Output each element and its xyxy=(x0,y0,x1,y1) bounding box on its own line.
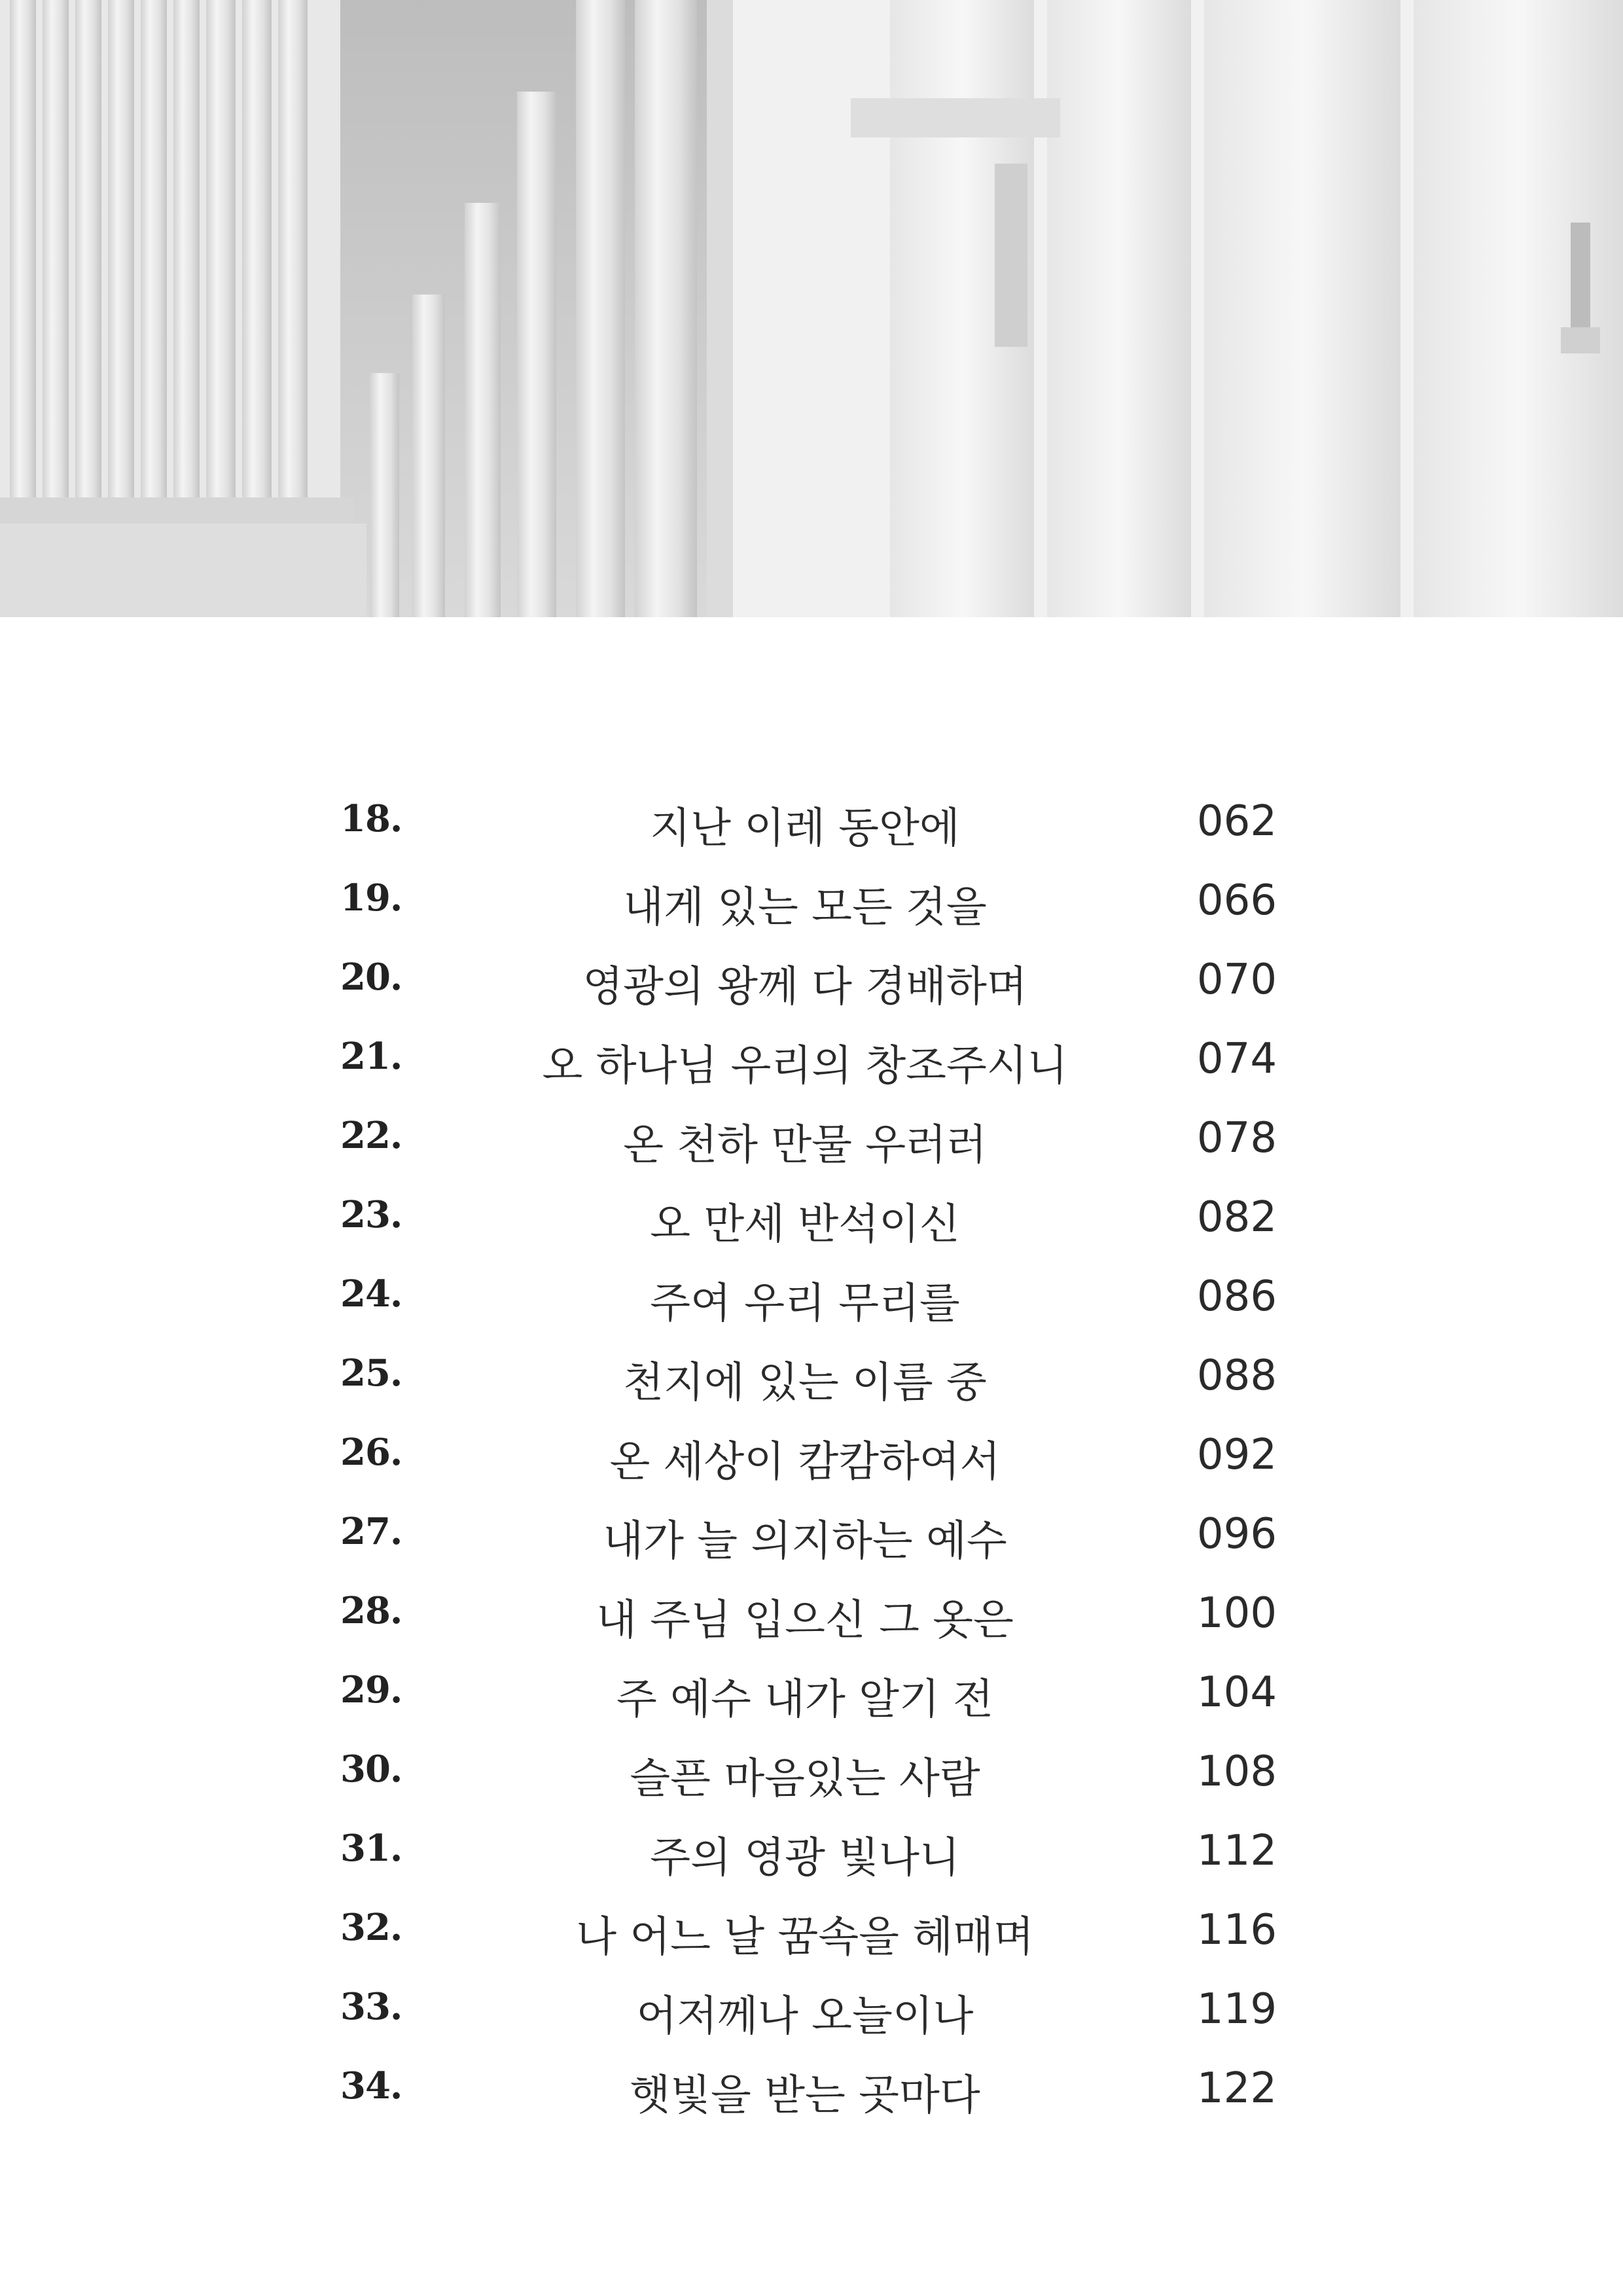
toc-entry-title: 햇빛을 받는 곳마다 xyxy=(630,2072,980,2120)
toc-entry-number: 31. xyxy=(340,1827,402,1870)
toc-entry-title: 천지에 있는 이름 중 xyxy=(623,1359,987,1407)
toc-entry-page: 112 xyxy=(1196,1827,1277,1875)
toc-entry xyxy=(0,1340,1623,1419)
toc-entry-number: 32. xyxy=(340,1906,402,1949)
toc-entry-page: 070 xyxy=(1196,956,1277,1004)
toc-entry-title: 나 어느 날 꿈속을 헤매며 xyxy=(576,1913,1034,1962)
toc-entry-number: 22. xyxy=(340,1114,402,1157)
toc-entry xyxy=(0,1023,1623,1102)
toc-entry xyxy=(0,1736,1623,1815)
toc-entry-title: 영광의 왕께 다 경배하며 xyxy=(582,963,1027,1011)
toc-entry-page: 078 xyxy=(1196,1114,1277,1162)
toc-entry-title: 내게 있는 모든 것을 xyxy=(623,884,987,932)
header-organ-pipes-photo xyxy=(0,0,1623,617)
toc-entry-title: 어저께나 오늘이나 xyxy=(636,1992,974,2041)
toc-entry-page: 066 xyxy=(1196,876,1277,925)
toc-entry-title: 주 예수 내가 알기 전 xyxy=(616,1676,993,1724)
toc-entry-number: 30. xyxy=(340,1748,402,1791)
toc-entry-title: 내가 늘 의지하는 예수 xyxy=(603,1517,1007,1566)
toc-entry-page: 100 xyxy=(1196,1589,1277,1638)
toc-entry-title: 주여 우리 무리를 xyxy=(650,1280,960,1328)
table-of-contents xyxy=(0,785,1623,2132)
toc-entry-page: 104 xyxy=(1196,1668,1277,1717)
toc-entry-number: 27. xyxy=(340,1510,402,1553)
toc-entry-title: 오 하나님 우리의 창조주시니 xyxy=(542,1042,1068,1090)
toc-entry-title: 오 만세 반석이신 xyxy=(650,1200,960,1249)
toc-entry-page: 096 xyxy=(1196,1510,1277,1558)
toc-entry xyxy=(0,1261,1623,1340)
toc-entry xyxy=(0,1419,1623,1498)
toc-entry xyxy=(0,785,1623,865)
toc-entry-page: 074 xyxy=(1196,1035,1277,1083)
toc-entry-title: 주의 영광 빛나니 xyxy=(650,1834,960,1882)
toc-entry-number: 26. xyxy=(340,1431,402,1474)
toc-entry-page: 082 xyxy=(1196,1193,1277,1242)
toc-entry-title: 온 천하 만물 우러러 xyxy=(623,1121,987,1170)
toc-entry-page: 062 xyxy=(1196,797,1277,846)
toc-entry-number: 25. xyxy=(340,1352,402,1395)
toc-entry-number: 19. xyxy=(340,876,402,920)
toc-entry xyxy=(0,1894,1623,1973)
toc-entry-page: 088 xyxy=(1196,1352,1277,1400)
toc-entry xyxy=(0,1973,1623,2053)
toc-entry-title: 온 세상이 캄캄하여서 xyxy=(609,1438,1001,1486)
toc-entry-page: 092 xyxy=(1196,1431,1277,1479)
toc-entry xyxy=(0,1181,1623,1261)
toc-entry-page: 122 xyxy=(1196,2064,1277,2113)
toc-entry xyxy=(0,1498,1623,1577)
toc-entry-number: 18. xyxy=(340,797,402,840)
toc-entry xyxy=(0,1577,1623,1657)
toc-entry-number: 23. xyxy=(340,1193,402,1236)
toc-entry-number: 20. xyxy=(340,956,402,999)
toc-entry xyxy=(0,1657,1623,1736)
toc-entry-number: 33. xyxy=(340,1985,402,2028)
toc-entry xyxy=(0,2053,1623,2132)
toc-entry-title: 지난 이레 동안에 xyxy=(650,804,960,853)
toc-entry-page: 119 xyxy=(1196,1985,1277,2034)
toc-entry-number: 21. xyxy=(340,1035,402,1078)
toc-entry-number: 28. xyxy=(340,1589,402,1632)
toc-entry xyxy=(0,944,1623,1023)
toc-entry-page: 086 xyxy=(1196,1272,1277,1321)
toc-entry-title: 슬픈 마음있는 사람 xyxy=(630,1755,980,1803)
toc-entry xyxy=(0,1815,1623,1894)
toc-entry xyxy=(0,865,1623,944)
toc-entry-page: 108 xyxy=(1196,1748,1277,1796)
toc-entry-number: 34. xyxy=(340,2064,402,2108)
toc-entry-number: 24. xyxy=(340,1272,402,1316)
toc-entry-title: 내 주님 입으신 그 옷은 xyxy=(596,1596,1014,1645)
toc-entry xyxy=(0,1102,1623,1181)
toc-entry-page: 116 xyxy=(1196,1906,1277,1954)
toc-entry-number: 29. xyxy=(340,1668,402,1712)
